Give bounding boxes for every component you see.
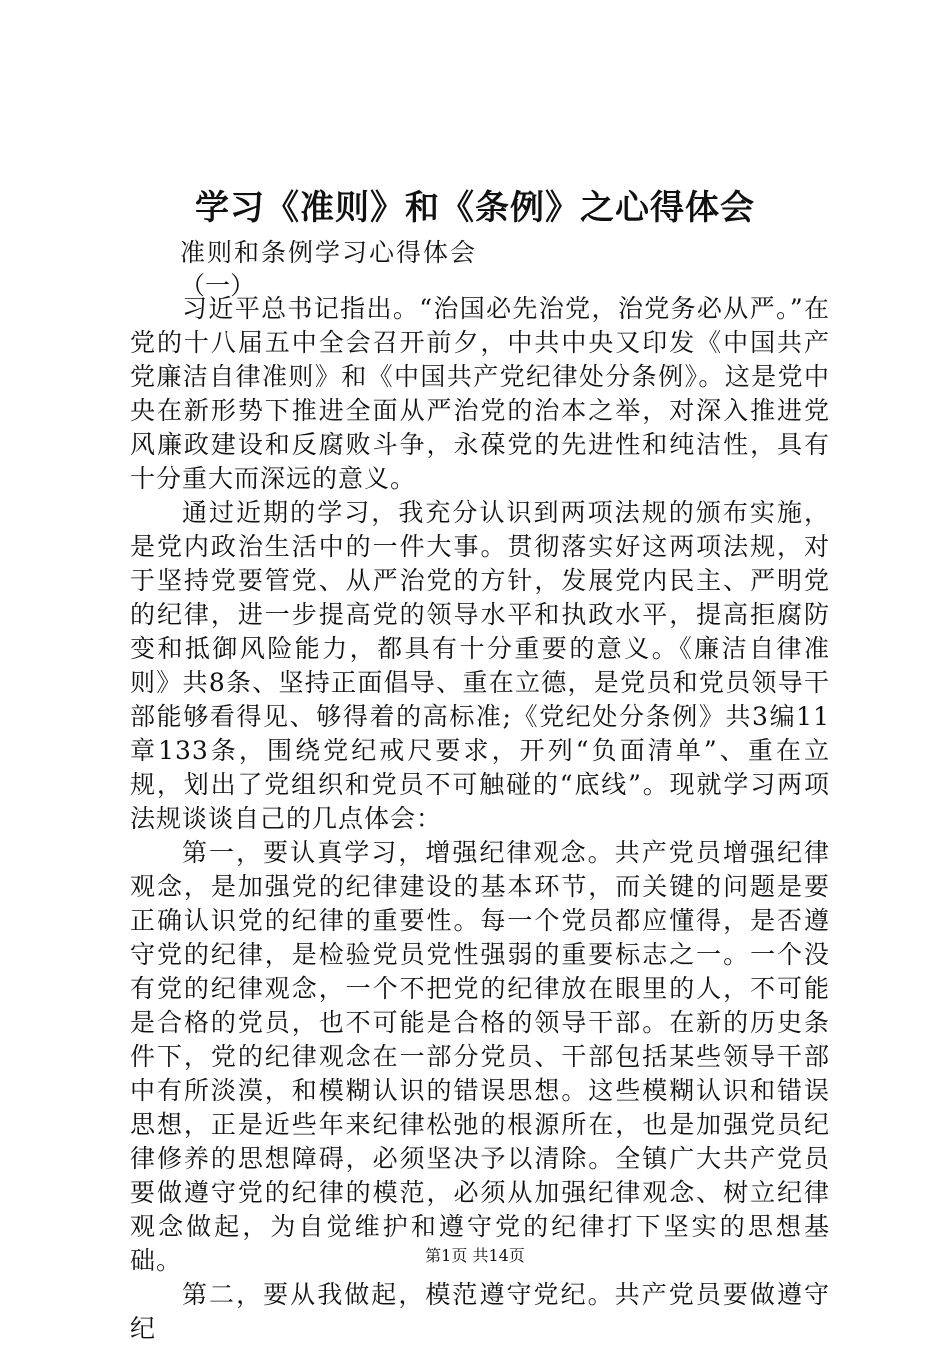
section-label: （一） [180, 271, 256, 300]
paragraph-point-one: 第一，要认真学习，增强纪律观念。共产党员增强纪律观念，是加强党的纪律建设的基本环节，而关键的问题是要正确认识党的纪律的重要性。每一个党员都应懂得，是否遵守党的纪律，是检验党员党性强弱的重要标志之一。一个没有党的纪律观念，一个不把党的纪律放在眼里的人，不可能是合格的党员，也不可能是合格的领导干部。在新的历史条件下，党的纪律观念在一部分党员、干部包括某些领导干部中有所淡漠，和模糊认识的错误思想。这些模糊认识和错误思想，正是近些年来纪律松弛的根源所在，也是加强党员纪律修养的思想障碍，必须坚决予以清除。全镇广大共产党员要做遵守党的纪律的模范，必须从加强纪律观念、树立纪律观念做起，为自觉维护和遵守党的纪律打下坚实的思想基础。 [130, 838, 830, 1275]
paragraph-understanding: 通过近期的学习，我充分认识到两项法规的颁布实施，是党内政治生活中的一件大事。贯彻落实好这两项法规，对于坚持党要管党、从严治党的方针，发展党内民主、严明党的纪律，进一步提高党的领导水平和执政水平，提高拒腐防变和抵御风险能力，都具有十分重要的意义。《廉洁自律准则》共8条、坚持正面倡导、重在立德，是党员和党员领导干部能够看得见、够得着的高标准;《党纪处分条例》共3编11章133条，围绕党纪戒尺要求，开列“负面清单”、重在立规，划出了党组织和党员不可触碰的“底线”。现就学习两项法规谈谈自己的几点体会： [130, 498, 830, 833]
paragraph-point-two: 第二，要从我做起，模范遵守党纪。共产党员要做遵守纪 [130, 1280, 830, 1343]
document-subtitle: 准则和条例学习心得体会 [180, 238, 478, 267]
page-footer: 第1页 共14页 [425, 1246, 525, 1265]
paragraph-intro: 习近平总书记指出。“治国必先治党，治党务必从严。”在党的十八届五中全会召开前夕，中共中央又印发《中国共产党廉洁自律准则》和《中国共产党纪律处分条例》。这是党中央在新形势下推进全面从严治党的治本之举，对深入推进党风廉政建设和反腐败斗争，永葆党的先进性和纯洁性，具有十分重大而深远的意义。 [130, 294, 830, 493]
document-title: 学习《准则》和《条例》之心得体会 [195, 188, 755, 228]
document-body [130, 292, 830, 1346]
